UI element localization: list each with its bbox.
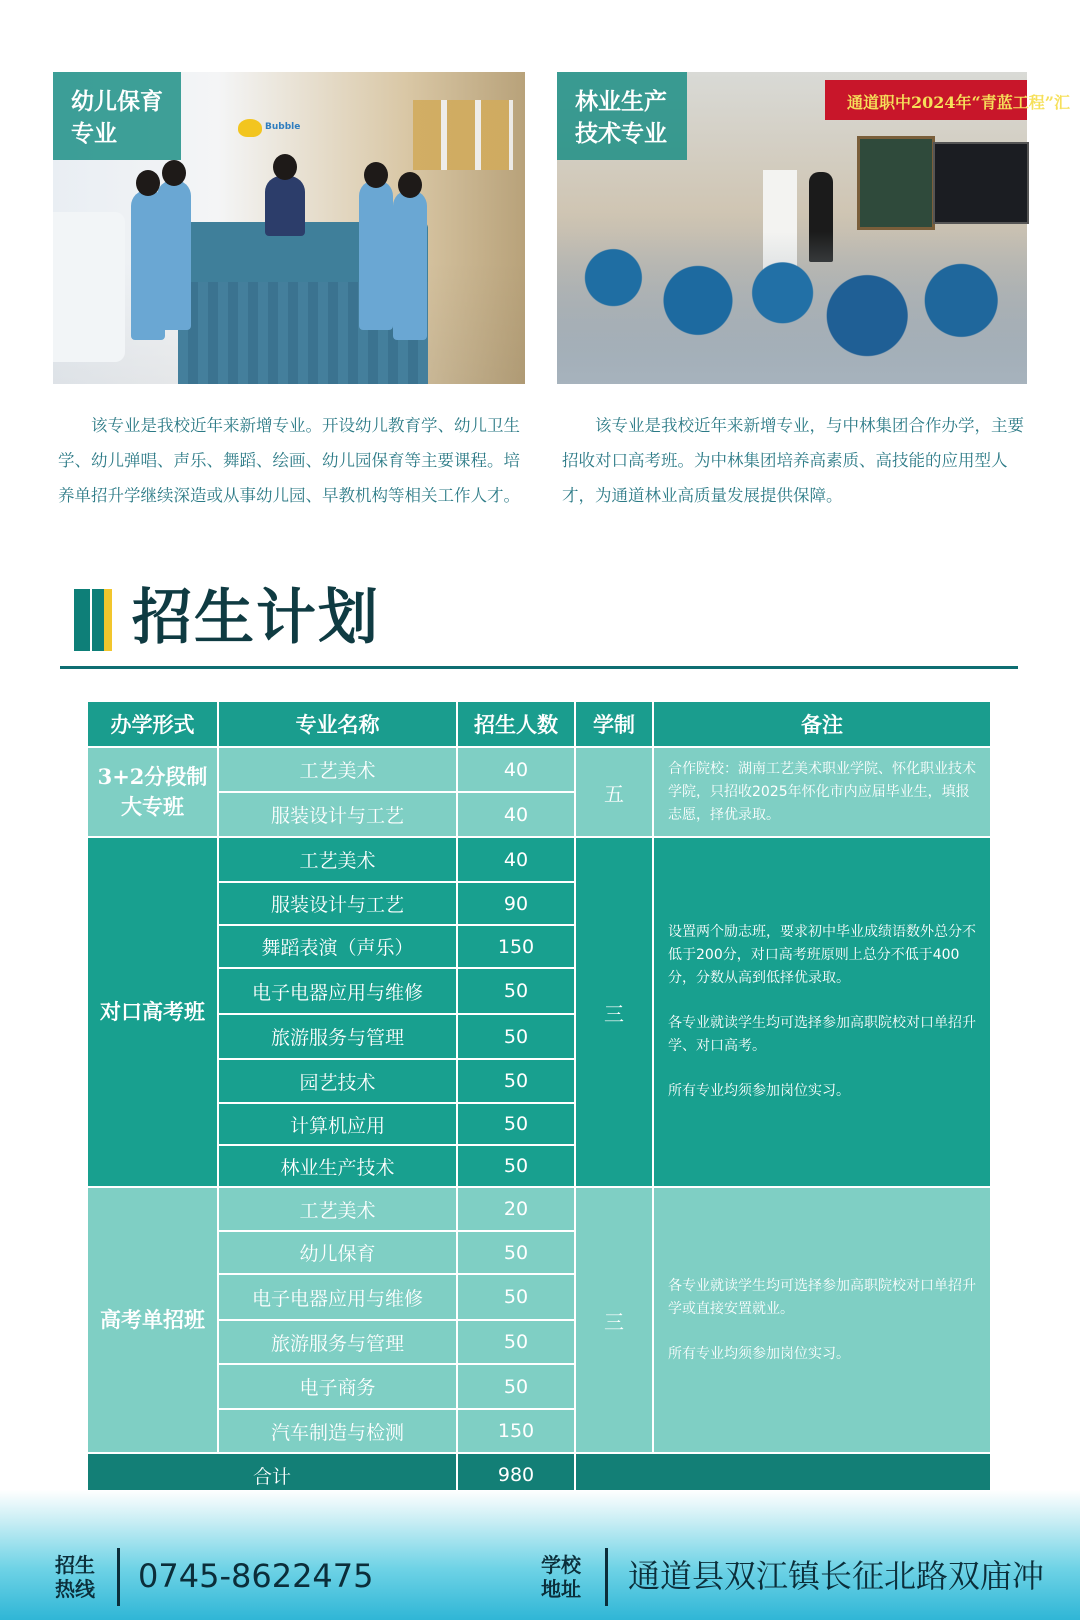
address-label (537, 1553, 585, 1601)
table-row-major: 园艺技术 (219, 1060, 456, 1102)
heading-accent-bar (92, 589, 104, 651)
table-row-major: 工艺美术 (219, 1188, 456, 1230)
forestry-description: 该专业是我校近年来新增专业，与中林集团合作办学，主要招收对口高考班。为中林集团培养高素质、高技能的应用型人才，为通道林业高质量发展提供保障。 (562, 416, 1024, 505)
student-head (162, 160, 186, 186)
table-row-major: 林业生产技术 (219, 1146, 456, 1186)
photo-tag-line: 幼儿保育 (71, 88, 163, 115)
photo-tag-childcare (53, 72, 181, 160)
table-row-major: 计算机应用 (219, 1104, 456, 1144)
table-row-count: 40 (458, 793, 574, 836)
total-count: 980 (458, 1454, 574, 1496)
section-divider (60, 666, 1018, 669)
table-row-count: 50 (458, 1015, 574, 1058)
table-row-major: 服装设计与工艺 (219, 883, 456, 924)
photo-tag-forestry (557, 72, 687, 160)
table-row-major: 服装设计与工艺 (219, 793, 456, 836)
photo-forestry-class (557, 72, 1070, 384)
hotline-number: 0745-8622475 (138, 1557, 374, 1595)
student-head (364, 162, 388, 188)
hotline-label-line: 招生 (55, 1553, 95, 1577)
student-head (398, 172, 422, 198)
school-address: 通道县双江镇长征北路双庙冲 (628, 1557, 1045, 1595)
table-row-count: 150 (458, 1410, 574, 1452)
table-row-count: 150 (458, 926, 574, 967)
photo-tag-line: 专业 (71, 120, 117, 147)
group-notes-cell (654, 838, 990, 1186)
note-paragraph: 各专业就读学生均可选择参加高职院校对口单招升学或直接安置就业。 (668, 1277, 976, 1317)
note-paragraph: 设置两个励志班，要求初中毕业成绩语数外总分不低于200分，对口高考班原则上总分不低于400分，分数从高到低择优录取。 (668, 924, 976, 986)
table-row-major: 工艺美术 (219, 838, 456, 881)
address-label-line: 地址 (541, 1577, 581, 1601)
table-row-major: 汽车制造与检测 (219, 1410, 456, 1452)
childcare-description: 该专业是我校近年来新增专业。开设幼儿教育学、幼儿卫生学、幼儿弹唱、声乐、舞蹈、绘画、幼儿园保育等主要课程。培养单招升学继续深造或从事幼儿园、早教机构等相关工作人才。 (58, 416, 520, 505)
group-name-line: 3+2分段制 (97, 764, 208, 789)
hotline-label-line: 热线 (55, 1577, 95, 1601)
duck-decoration-icon (238, 119, 262, 137)
note-paragraph: 合作院校：湖南工艺美术职业学院、怀化职业技术学院，只招收2025年怀化市内应届毕业生，填报志愿，择优录取。 (668, 760, 976, 823)
students-group-shape (557, 232, 1027, 384)
section-title: 招生计划 (132, 583, 380, 653)
header-type: 办学形式 (88, 702, 217, 746)
note-paragraph: 各专业就读学生均可选择参加高职院校对口单招升学、对口高考。 (668, 1015, 976, 1054)
group-name-cell: 高考单招班 (88, 1188, 217, 1452)
student-figure (157, 180, 191, 330)
address-label-line: 学校 (541, 1553, 581, 1577)
footer-divider (605, 1548, 608, 1606)
table-row-count: 50 (458, 1232, 574, 1273)
group-system-cell: 三 (576, 1188, 652, 1452)
table-row-major: 电子商务 (219, 1365, 456, 1408)
teacher-figure (265, 176, 305, 236)
table-row-count: 90 (458, 883, 574, 924)
table-row-major: 幼儿保育 (219, 1232, 456, 1273)
total-label: 合计 (88, 1454, 456, 1496)
table-row-count: 50 (458, 969, 574, 1013)
classroom-banner-text: 通道职中2024年“青蓝工程”汇 (847, 93, 1070, 112)
group-name-cell (88, 748, 217, 836)
hotline-label (51, 1553, 99, 1601)
group-notes-cell (654, 1188, 990, 1452)
group-notes-cell (654, 748, 990, 836)
table-row-count: 40 (458, 838, 574, 881)
photo-tag-line: 林业生产 (575, 88, 667, 115)
table-row-major: 旅游服务与管理 (219, 1321, 456, 1363)
student-figure (393, 190, 427, 340)
table-row-count: 50 (458, 1146, 574, 1186)
footer-divider (117, 1548, 120, 1606)
photo-tag-line: 技术专业 (575, 120, 667, 147)
photo-childcare-class (53, 72, 525, 384)
table-row-major: 工艺美术 (219, 748, 456, 791)
student-figure (359, 180, 393, 330)
header-notes: 备注 (654, 702, 990, 746)
teacher-head (273, 154, 297, 180)
group-name-cell: 对口高考班 (88, 838, 217, 1186)
table-row-count: 50 (458, 1104, 574, 1144)
heading-accent-bar-yellow (104, 589, 112, 651)
table-row-major: 舞蹈表演（声乐） (219, 926, 456, 967)
blackboard-shape (857, 136, 935, 230)
group-name-line: 大专班 (121, 794, 184, 819)
screen-shape (933, 142, 1029, 224)
header-count: 招生人数 (458, 702, 574, 746)
note-paragraph: 所有专业均须参加岗位实习。 (668, 1345, 850, 1362)
group-system-cell: 三 (576, 838, 652, 1186)
bath-tub-shape (53, 212, 125, 362)
table-row-count: 50 (458, 1365, 574, 1408)
table-row-major: 电子电器应用与维修 (219, 969, 456, 1013)
table-row-count: 50 (458, 1275, 574, 1319)
wall-certificates-shape (413, 100, 513, 170)
header-major: 专业名称 (219, 702, 456, 746)
table-row-count: 20 (458, 1188, 574, 1230)
table-row-major: 电子电器应用与维修 (219, 1275, 456, 1319)
heading-accent-bar (74, 589, 90, 651)
table-row-count: 40 (458, 748, 574, 791)
wall-bubble-text: Bubble (265, 122, 301, 132)
header-system: 学制 (576, 702, 652, 746)
table-row-count: 50 (458, 1060, 574, 1102)
table-row-major: 旅游服务与管理 (219, 1015, 456, 1058)
note-paragraph: 所有专业均须参加岗位实习。 (668, 1083, 850, 1099)
group-system-cell: 五 (576, 748, 652, 836)
table-row-count: 50 (458, 1321, 574, 1363)
